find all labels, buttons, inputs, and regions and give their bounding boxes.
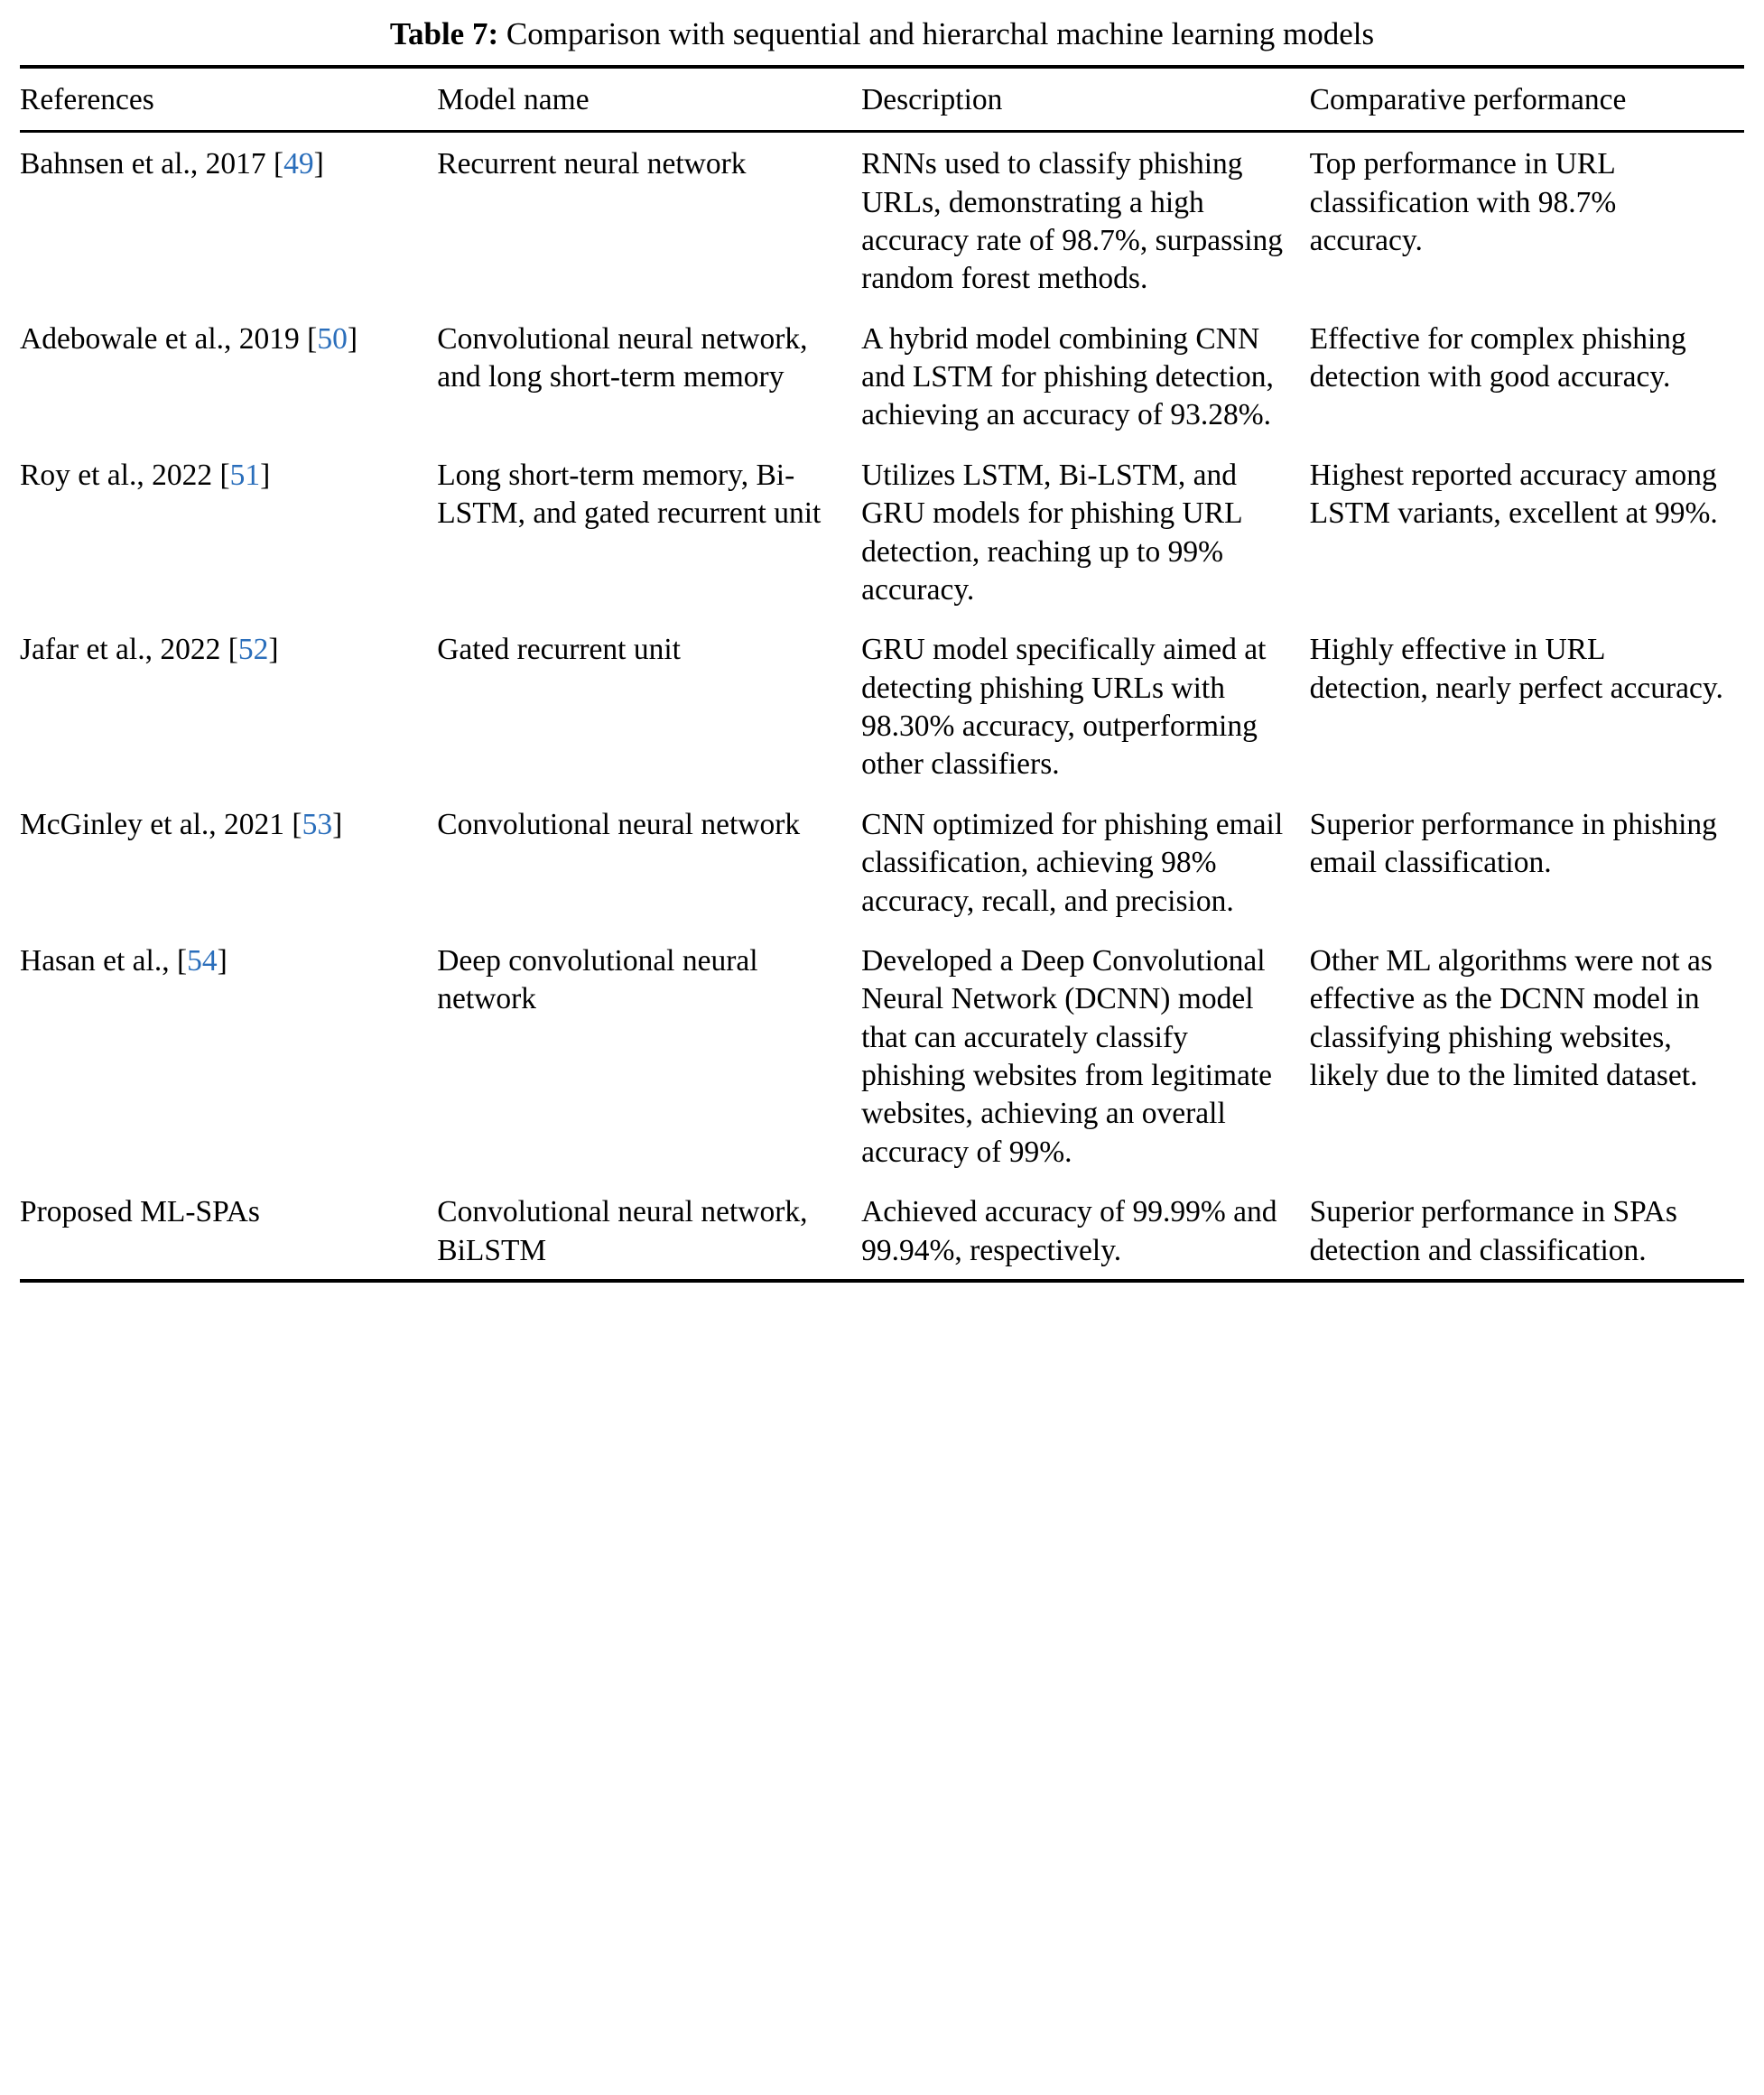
cell-description: Developed a Deep Convolutional Neural Network (DCNN) model that can accurately classify phishing websites from legitimate websites, achieving an overall accuracy of 99%. — [861, 943, 1273, 1169]
table-header — [20, 69, 1744, 130]
cell-reference — [20, 308, 437, 444]
cell-reference — [20, 618, 437, 793]
cell-reference — [20, 444, 437, 619]
table-row — [20, 308, 1744, 444]
cell-description: RNNs used to classify phishing URLs, demonstrating a high accuracy rate of 98.7%, surpassing random forest methods. — [861, 147, 1284, 296]
column-header-comparative-performance: Comparative performance — [1309, 82, 1627, 116]
table-caption — [20, 14, 1744, 54]
reference-text: Bahnsen et al., 2017 [ — [20, 147, 284, 181]
reference-tail: ] — [260, 458, 271, 492]
cell-performance: Superior performance in phishing email classification. — [1309, 807, 1717, 880]
cell-model: Convolutional neural network — [437, 807, 801, 841]
citation-link[interactable]: 51 — [229, 458, 261, 492]
cell-description: Achieved accuracy of 99.99% and 99.94%, respectively. — [861, 1195, 1277, 1267]
reference-text: Hasan et al., [ — [20, 943, 188, 978]
reference-text: Proposed ML-SPAs — [20, 1195, 260, 1229]
cell-reference — [20, 793, 437, 930]
comparison-table — [20, 69, 1744, 130]
cell-performance: Superior performance in SPAs detection and classification. — [1309, 1195, 1677, 1267]
reference-tail: ] — [217, 943, 227, 978]
cell-performance: Other ML algorithms were not as effective as the DCNN model in classifying phishing websites, likely due to the limited dataset. — [1309, 943, 1713, 1092]
cell-model: Long short-term memory, Bi-LSTM, and gated recurrent unit — [437, 458, 822, 531]
table-caption-text: Comparison with sequential and hierarchal machine learning models — [506, 16, 1375, 51]
cell-description: GRU model specifically aimed at detecting phishing URLs with 98.30% accuracy, outperforming other classifiers. — [861, 633, 1267, 782]
citation-link[interactable]: 54 — [187, 943, 218, 978]
reference-tail: ] — [347, 321, 357, 356]
cell-reference — [20, 1181, 437, 1279]
citation-link[interactable]: 52 — [237, 633, 269, 667]
cell-description: Utilizes LSTM, Bi-LSTM, and GRU models for phishing URL detection, reaching up to 99% accuracy. — [861, 458, 1242, 607]
table-row — [20, 133, 1744, 308]
reference-tail: ] — [313, 147, 324, 181]
table-row — [20, 1181, 1744, 1279]
column-header-description: Description — [861, 82, 1003, 116]
reference-tail: ] — [268, 633, 279, 667]
cell-performance: Effective for complex phishing detection with good accuracy. — [1309, 321, 1686, 394]
cell-performance: Highly effective in URL detection, nearly perfect accuracy. — [1309, 633, 1723, 705]
reference-text: McGinley et al., 2021 [ — [20, 807, 302, 841]
cell-description: CNN optimized for phishing email classification, achieving 98% accuracy, recall, and precision. — [861, 807, 1284, 918]
table-row — [20, 444, 1744, 619]
table-row — [20, 618, 1744, 793]
table-row — [20, 793, 1744, 930]
reference-tail: ] — [332, 807, 343, 841]
cell-description: A hybrid model combining CNN and LSTM for phishing detection, achieving an accuracy of 93.28%. — [861, 321, 1274, 432]
cell-model: Convolutional neural network, BiLSTM — [437, 1195, 808, 1267]
cell-performance: Top performance in URL classification with 98.7% accuracy. — [1309, 147, 1617, 257]
citation-link[interactable]: 53 — [302, 807, 333, 841]
cell-performance: Highest reported accuracy among LSTM variants, excellent at 99%. — [1309, 458, 1718, 531]
column-header-model-name: Model name — [437, 82, 590, 116]
reference-text: Adebowale et al., 2019 [ — [20, 321, 318, 356]
reference-text: Roy et al., 2022 [ — [20, 458, 230, 492]
column-header-references: References — [20, 82, 154, 116]
cell-model: Deep convolutional neural network — [437, 943, 758, 1016]
table-row — [20, 930, 1744, 1181]
citation-link[interactable]: 50 — [317, 321, 348, 356]
cell-model: Gated recurrent unit — [437, 633, 681, 667]
cell-model: Recurrent neural network — [437, 147, 747, 181]
table-header-row — [20, 69, 1744, 130]
cell-reference — [20, 133, 437, 308]
table-bottom-rule — [20, 1279, 1744, 1283]
reference-text: Jafar et al., 2022 [ — [20, 633, 238, 667]
table-caption-label: Table 7: — [389, 16, 499, 51]
citation-link[interactable]: 49 — [283, 147, 314, 181]
cell-model: Convolutional neural network, and long short-term memory — [437, 321, 808, 394]
cell-reference — [20, 930, 437, 1181]
comparison-table-body — [20, 133, 1744, 1279]
